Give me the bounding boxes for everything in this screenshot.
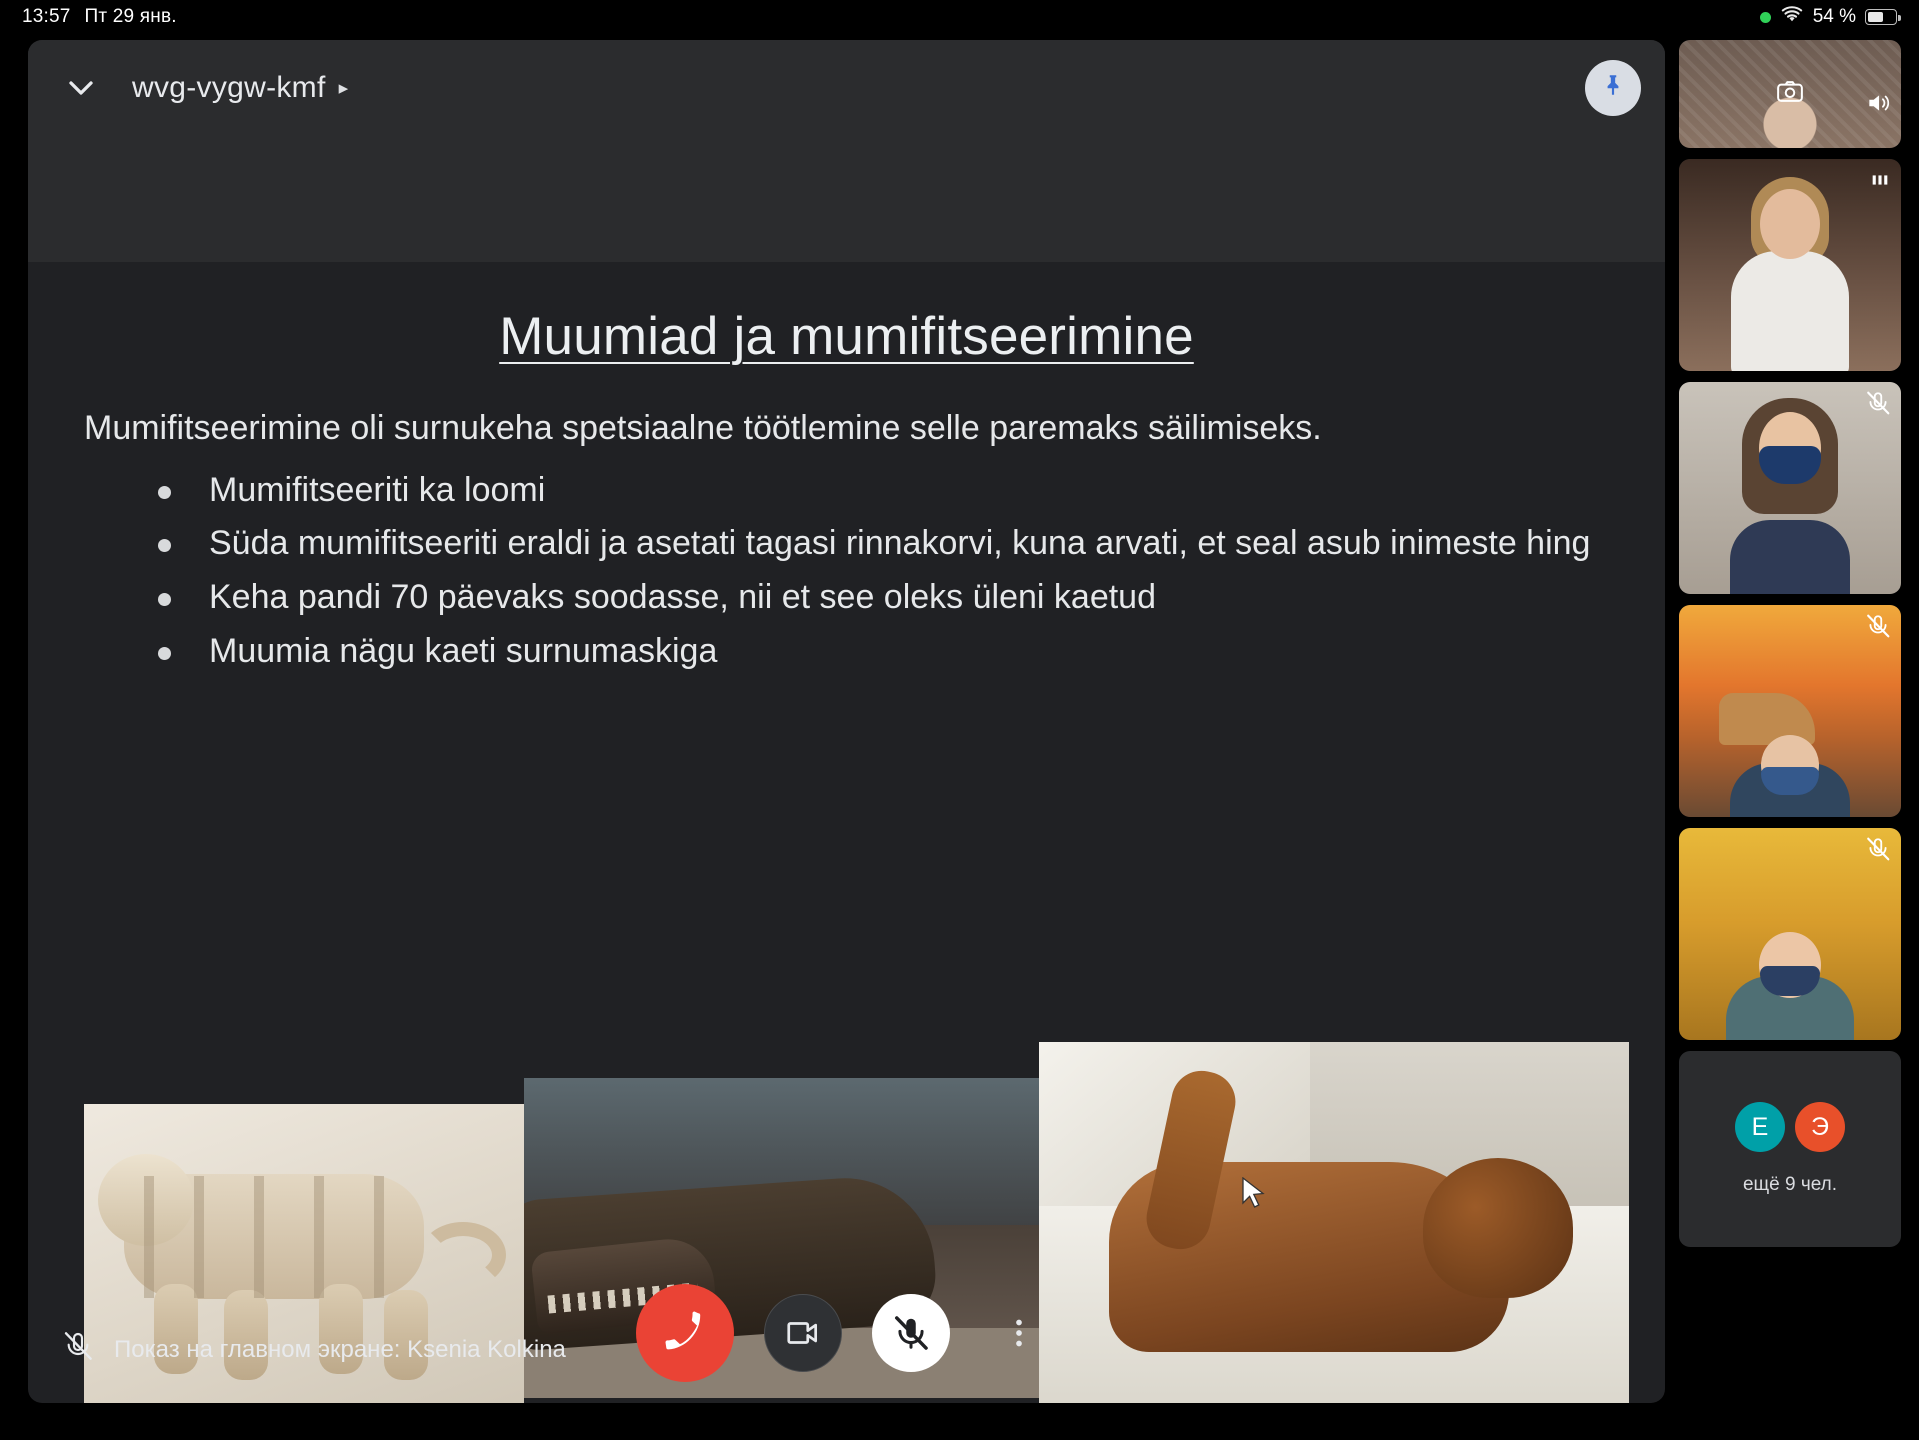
camera-toggle-button[interactable] xyxy=(764,1294,842,1372)
microphone-muted-icon xyxy=(1865,613,1891,644)
ios-status-bar xyxy=(0,0,1919,34)
participant-tile-3[interactable] xyxy=(1679,382,1901,594)
pin-button[interactable] xyxy=(1585,60,1641,116)
battery-icon xyxy=(1865,9,1897,25)
more-participants-tile[interactable] xyxy=(1679,1051,1901,1247)
slide-title: Muumiad ja mumifitseerimine xyxy=(499,307,1194,366)
participant-rail xyxy=(1679,40,1901,1247)
participant-tile-2[interactable] xyxy=(1679,159,1901,371)
end-call-button[interactable] xyxy=(636,1284,734,1382)
screen-share-label: Показ на главном экране: Ksenia Kolkina xyxy=(114,1335,566,1363)
three-dots-vertical-icon xyxy=(1001,1315,1037,1351)
meeting-header xyxy=(28,40,1665,262)
avatar-initial: Э xyxy=(1811,1112,1829,1141)
microphone-muted-icon xyxy=(1865,390,1891,421)
more-options-button[interactable] xyxy=(980,1294,1058,1372)
recording-indicator-dot xyxy=(1760,12,1771,23)
microphone-muted-icon xyxy=(62,1330,94,1369)
slide-bullet-item: Keha pandi 70 päevaks soodasse, nii et see oleks üleni kaetud xyxy=(84,572,1609,624)
meeting-code-label[interactable]: wvg-vygw-kmf xyxy=(132,71,326,104)
meeting-window xyxy=(28,40,1665,1403)
slide-bullet-item: Süda mumifitseeriti eraldi ja asetati tagasi rinnakorvi, kuna arvati, et seal asub inimeste hing xyxy=(84,518,1609,570)
collapse-chevron-down-icon[interactable] xyxy=(52,59,110,117)
avatar-initial: Е xyxy=(1751,1112,1769,1141)
status-date: Пт 29 янв. xyxy=(84,6,177,27)
shared-slide xyxy=(28,262,1665,1262)
participant-tile-5[interactable] xyxy=(1679,828,1901,1040)
camera-switch-icon[interactable] xyxy=(1775,77,1805,112)
battery-percent-label: 54 % xyxy=(1812,6,1856,27)
avatar xyxy=(1735,1102,1785,1152)
participant-tile-4[interactable] xyxy=(1679,605,1901,817)
microphone-toggle-button[interactable] xyxy=(872,1294,950,1372)
speaker-on-icon xyxy=(1865,90,1891,121)
meeting-code-arrow-icon[interactable]: ▸ xyxy=(338,77,349,99)
more-participants-label: ещё 9 чел. xyxy=(1742,1174,1838,1195)
video-camera-icon xyxy=(784,1314,822,1352)
screen-share-note xyxy=(62,1330,566,1369)
avatar xyxy=(1795,1102,1845,1152)
avatar-group xyxy=(1735,1102,1845,1152)
slide-bullet-list xyxy=(84,465,1609,678)
slide-lead-paragraph: Mumifitseerimine oli surnukeha spetsiaalne töötlemine selle paremaks säilimiseks. xyxy=(84,409,1322,447)
slide-bullet-item: Mumifitseeriti ka loomi xyxy=(84,465,1609,517)
microphone-muted-icon xyxy=(892,1314,930,1352)
microphone-muted-icon xyxy=(1865,836,1891,867)
status-time: 13:57 xyxy=(22,6,71,27)
wifi-icon xyxy=(1780,5,1804,29)
signal-bars-icon xyxy=(1869,169,1891,196)
pin-icon xyxy=(1600,72,1626,104)
participant-tile-1[interactable] xyxy=(1679,40,1901,148)
slide-bullet-item: Muumia nägu kaeti surnumaskiga xyxy=(84,626,1609,678)
